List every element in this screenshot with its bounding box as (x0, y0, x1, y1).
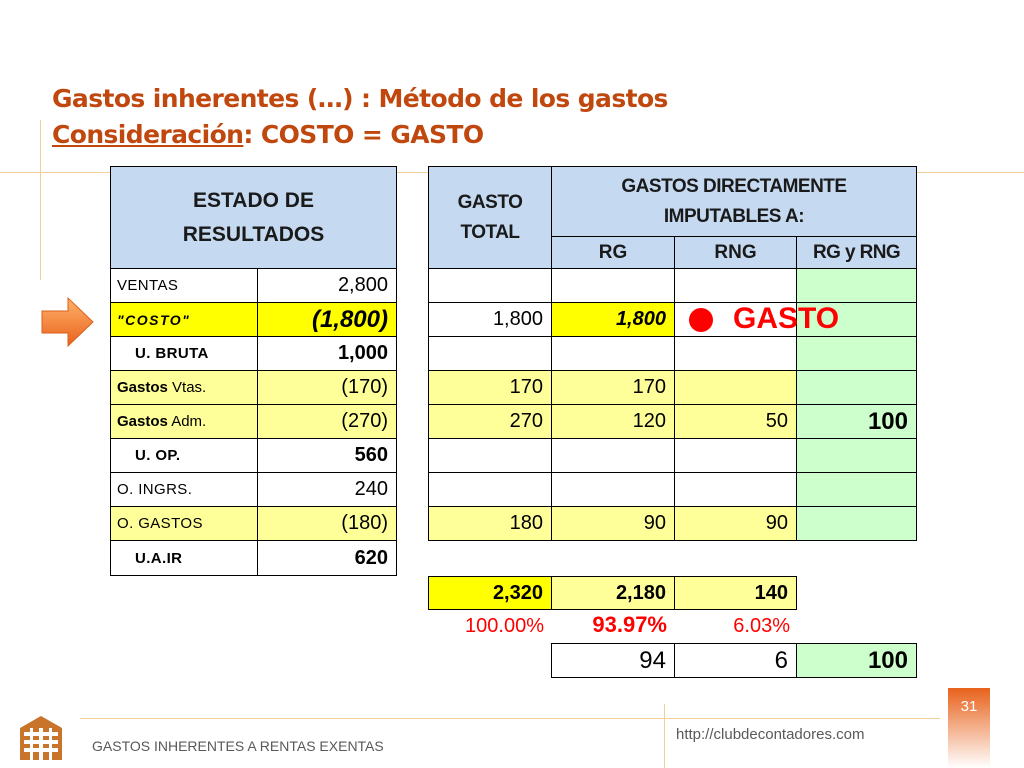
rng-cell (674, 268, 797, 303)
row-value-gastos-vtas: (170) (257, 370, 397, 405)
gasto-total-line2: TOTAL (460, 221, 520, 243)
pct-total: 100.00% (465, 615, 544, 637)
dist-rg: 94 (551, 643, 675, 678)
slide-title-line1: Gastos inherentes (…) : Método de los gastos (52, 84, 668, 113)
title-consideracion: Consideración (52, 120, 244, 149)
col-header-rg: RG (551, 236, 675, 269)
footer-url: http://clubdecontadores.com (676, 726, 865, 743)
rg-cell: 120 (551, 404, 675, 439)
rg-cell (551, 336, 675, 371)
gasto-total-header (428, 166, 552, 269)
rg-y-rng-cell (796, 472, 917, 507)
estado-header-line1: ESTADO DE (193, 188, 314, 212)
left-guide-line (40, 120, 41, 280)
row-label-u-op: U. OP. (110, 438, 258, 473)
col-header-rng: RNG (674, 236, 797, 269)
gasto-total-cell: 180 (428, 506, 552, 541)
gasto-total-cell: 1,800 (428, 302, 552, 337)
row-label-ventas: VENTAS (110, 268, 258, 303)
estado-header (110, 166, 397, 269)
footer-line (80, 718, 940, 719)
dist-rng: 6 (674, 643, 797, 678)
rg-cell (551, 268, 675, 303)
gasto-total-cell (428, 268, 552, 303)
label-gastos-bold: Gastos (117, 379, 168, 396)
footer-divider (664, 704, 665, 768)
pct-rg: 93.97% (592, 612, 667, 637)
rng-cell (674, 472, 797, 507)
rg-y-rng-cell (796, 336, 917, 371)
rg-y-rng-cell: 100 (796, 404, 917, 439)
row-label-gastos-adm (110, 404, 258, 439)
rg-cell (551, 438, 675, 473)
rg-y-rng-cell (796, 370, 917, 405)
rng-cell (674, 438, 797, 473)
estado-header-line2: RESULTADOS (182, 222, 325, 246)
dist-rg-y-rng: 100 (796, 643, 917, 678)
rg-y-rng-cell (796, 268, 917, 303)
rg-cell-costo: 1,800 (551, 302, 675, 337)
row-value-o-ingrs: 240 (257, 472, 397, 507)
row-value-ventas: 2,800 (257, 268, 397, 303)
row-label-uair: U.A.IR (110, 540, 258, 576)
row-value-u-op: 560 (257, 438, 397, 473)
gasto-total-line1: GASTO (457, 191, 523, 213)
gdi-line1: GASTOS DIRECTAMENTE (621, 175, 847, 197)
gdi-line2: IMPUTABLES A: (663, 205, 805, 227)
rg-y-rng-cell (796, 438, 917, 473)
label-adm: Adm. (167, 413, 207, 430)
rg-cell (551, 472, 675, 507)
club-logo-icon (18, 714, 64, 762)
gastos-directamente-header (551, 166, 917, 237)
gasto-total-cell: 270 (428, 404, 552, 439)
row-value-uair: 620 (257, 540, 397, 576)
row-value-u-bruta: 1,000 (257, 336, 397, 371)
row-label-o-ingrs: O. INGRS. (110, 472, 258, 507)
label-gastos-bold: Gastos (117, 413, 168, 430)
pct-rng: 6.03% (733, 615, 790, 637)
gasto-total-cell (428, 438, 552, 473)
gasto-total-cell: 170 (428, 370, 552, 405)
arrow-right-icon (40, 296, 96, 348)
gasto-annotation: GASTO (733, 302, 840, 335)
col-header-rg-y-rng: RG y RNG (796, 236, 917, 269)
row-label-u-bruta: U. BRUTA (110, 336, 258, 371)
total-rng: 140 (674, 576, 797, 610)
gasto-total-cell (428, 336, 552, 371)
row-value-gastos-adm: (270) (257, 404, 397, 439)
rg-y-rng-cell (796, 506, 917, 541)
row-label-o-gastos: O. GASTOS (110, 506, 258, 541)
title-costo-gasto: : COSTO = GASTO (243, 120, 484, 149)
rng-cell: 90 (674, 506, 797, 541)
row-value-o-gastos: (180) (257, 506, 397, 541)
row-label-gastos-vtas (110, 370, 258, 405)
row-label-costo: "COSTO" (110, 302, 258, 337)
gasto-total-cell (428, 472, 552, 507)
total-rg: 2,180 (551, 576, 675, 610)
rng-cell: 50 (674, 404, 797, 439)
rg-cell: 90 (551, 506, 675, 541)
red-dot-icon (687, 306, 715, 334)
page-number-badge (948, 688, 990, 768)
rng-cell (674, 336, 797, 371)
page-number: 31 (960, 698, 978, 715)
rg-cell: 170 (551, 370, 675, 405)
total-gasto-total: 2,320 (428, 576, 552, 610)
slide-title-line2 (52, 120, 484, 149)
footer-title: GASTOS INHERENTES A RENTAS EXENTAS (92, 738, 384, 754)
row-value-costo: (1,800) (257, 302, 397, 337)
label-vtas: Vtas. (167, 379, 207, 396)
rng-cell (674, 370, 797, 405)
